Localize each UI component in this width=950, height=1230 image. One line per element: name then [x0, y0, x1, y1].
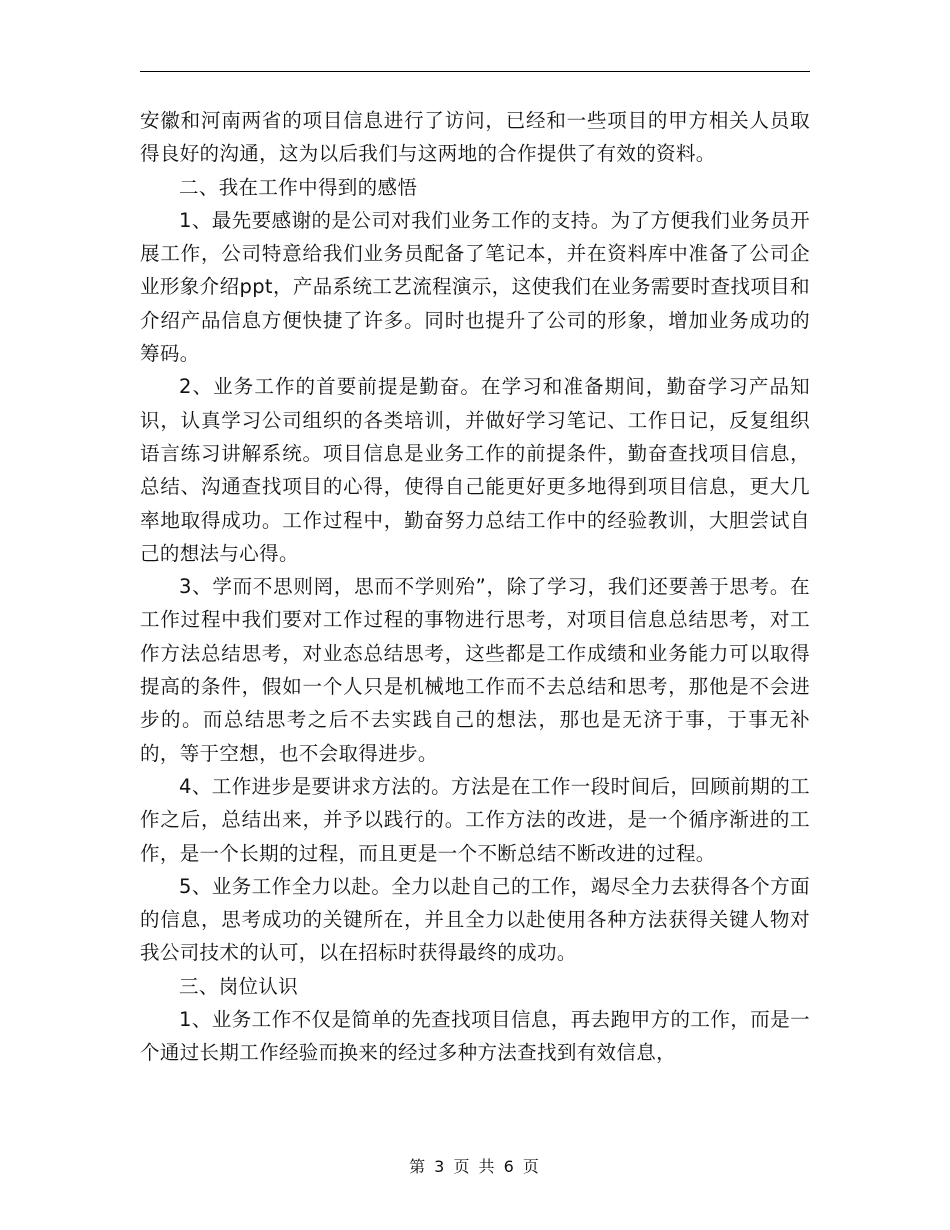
page-number-footer: 第 3 页 共 6 页 [409, 1157, 541, 1176]
paragraph-role-1: 1、业务工作不仅是简单的先查找项目信息，再去跑甲方的工作，而是一个通过长期工作经验而换来的经过多种方法查找到有效信息， [140, 1008, 810, 1065]
paragraph-insight-4: 4、工作进步是要讲求方法的。方法是在工作一段时间后，回顾前期的工作之后，总结出来，并予以践行的。工作方法的改进，是一个循序渐进的工作，是一个长期的过程，而且更是一个不断总结不断改进的过程。 [140, 774, 810, 865]
section-heading-insights: 二、我在工作中得到的感悟 [179, 175, 418, 199]
section-heading-role: 三、岗位认识 [179, 974, 299, 998]
paragraph-insight-3: 3、学而不思则罔，思而不学则殆”，除了学习，我们还要善于思考。在工作过程中我们要对工作过程的事物进行思考，对项目信息总结思考，对工作方法总结思考，对业态总结思考，这些都是工作成绩和业务能力可以取得提高的条件，假如一个人只是机械地工作而不去总结和思考，那他是不会进步的。而总结思考之后不去实践自己的想法，那也是无济于事，于事无补的，等于空想，也不会取得进步。 [140, 575, 810, 765]
paragraph-insight-2: 2、业务工作的首要前提是勤奋。在学习和准备期间，勤奋学习产品知识，认真学习公司组织的各类培训，并做好学习笔记、工作日记，反复组织语言练习讲解系统。项目信息是业务工作的前提条件，勤奋查找项目信息，总结、沟通查找项目的心得，使得自己能更好更多地得到项目信息，更大几率地取得成功。工作过程中，勤奋努力总结工作中的经验教训，大胆尝试自己的想法与心得。 [140, 375, 810, 565]
header-rule [140, 71, 810, 72]
paragraph-continuation: 安徽和河南两省的项目信息进行了访问，已经和一些项目的甲方相关人员取得良好的沟通，这为以后我们与这两地的合作提供了有效的资料。 [140, 109, 810, 166]
document-body [140, 104, 810, 1070]
paragraph-insight-5: 5、业务工作全力以赴。全力以赴自己的工作，竭尽全力去获得各个方面的信息，思考成功的关键所在，并且全力以赴使用各种方法获得关键人物对我公司技术的认可，以在招标时获得最终的成功。 [140, 874, 810, 965]
paragraph-insight-1: 1、最先要感谢的是公司对我们业务工作的支持。为了方便我们业务员开展工作，公司特意给我们业务员配备了笔记本，并在资料库中准备了公司企业形象介绍ppt，产品系统工艺流程演示，这使我们在业务需要时查找项目和介绍产品信息方便快捷了许多。同时也提升了公司的形象，增加业务成功的筹码。 [140, 208, 810, 366]
